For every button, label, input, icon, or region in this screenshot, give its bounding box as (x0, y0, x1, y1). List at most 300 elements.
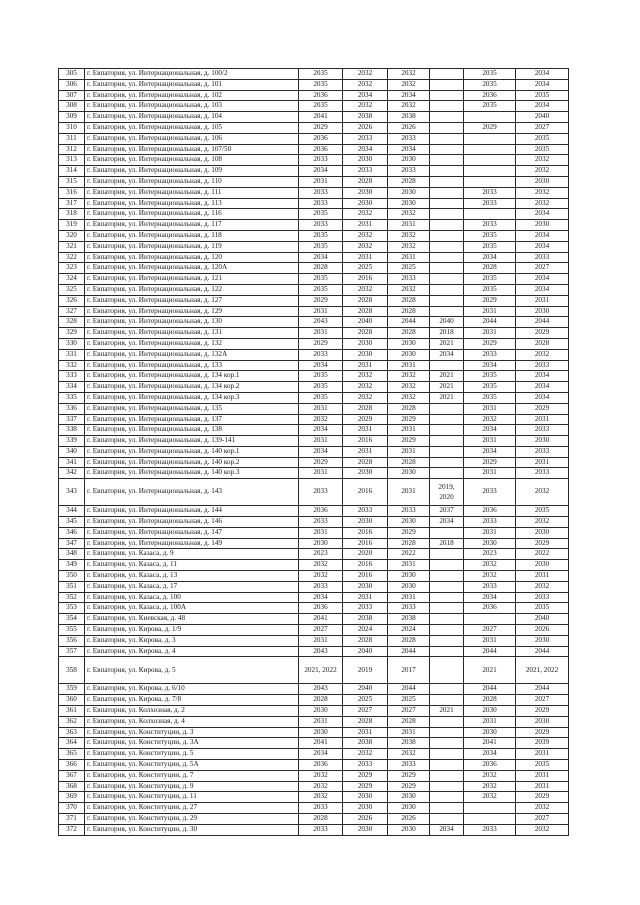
table-row (59, 646, 569, 657)
cell-row-number: 337 (59, 414, 85, 425)
cell-year-col-4 (430, 144, 464, 155)
cell-year-col-4 (430, 603, 464, 614)
cell-row-number: 316 (59, 187, 85, 198)
table-row (59, 792, 569, 803)
table-row (59, 112, 569, 123)
cell-row-number: 309 (59, 112, 85, 123)
cell-year-col-5: 2035 (464, 392, 516, 403)
cell-year-col-4: 2019, 2020 (430, 479, 464, 506)
cell-address: г. Евпатория, ул. Конституции, д. 30 (85, 824, 299, 835)
cell-year-col-4 (430, 414, 464, 425)
cell-year-col-2: 2027 (343, 706, 388, 717)
cell-year-col-1: 2041 (299, 614, 343, 625)
cell-year-col-1: 2031 (299, 403, 343, 414)
cell-year-col-5: 2029 (464, 338, 516, 349)
cell-year-col-1: 2034 (299, 166, 343, 177)
cell-year-col-3: 2033 (388, 133, 430, 144)
cell-row-number: 353 (59, 603, 85, 614)
cell-row-number: 343 (59, 479, 85, 506)
table-row (59, 803, 569, 814)
cell-row-number: 354 (59, 614, 85, 625)
cell-address: г. Евпатория, ул. Казаса, д. 11 (85, 560, 299, 571)
cell-year-col-5 (464, 112, 516, 123)
cell-year-col-2: 2031 (343, 727, 388, 738)
cell-year-col-2: 2016 (343, 274, 388, 285)
table-row (59, 392, 569, 403)
cell-year-col-6: 2032 (516, 581, 569, 592)
cell-year-col-6: 2031 (516, 770, 569, 781)
cell-year-col-5: 2035 (464, 230, 516, 241)
cell-year-col-6: 2040 (516, 112, 569, 123)
cell-year-col-3: 2031 (388, 592, 430, 603)
cell-row-number: 311 (59, 133, 85, 144)
cell-year-col-3: 2030 (388, 792, 430, 803)
cell-row-number: 327 (59, 306, 85, 317)
cell-year-col-2: 2040 (343, 684, 388, 695)
table-row (59, 549, 569, 560)
cell-year-col-5 (464, 176, 516, 187)
cell-year-col-6: 2034 (516, 69, 569, 80)
cell-year-col-1: 2036 (299, 760, 343, 771)
cell-year-col-2: 2024 (343, 625, 388, 636)
cell-year-col-3: 2031 (388, 220, 430, 231)
cell-row-number: 328 (59, 317, 85, 328)
cell-year-col-6: 2034 (516, 392, 569, 403)
cell-year-col-4: 2034 (430, 517, 464, 528)
cell-row-number: 331 (59, 349, 85, 360)
cell-year-col-2: 2033 (343, 760, 388, 771)
cell-year-col-3: 2028 (388, 306, 430, 317)
cell-year-col-1: 2029 (299, 457, 343, 468)
cell-year-col-3: 2033 (388, 506, 430, 517)
cell-year-col-2: 2032 (343, 79, 388, 90)
cell-year-col-4 (430, 90, 464, 101)
cell-address: г. Евпатория, ул. Конституции, д. 3 (85, 727, 299, 738)
cell-year-col-5: 2028 (464, 263, 516, 274)
cell-year-col-1: 2036 (299, 603, 343, 614)
cell-year-col-5: 2035 (464, 79, 516, 90)
cell-year-col-2: 2028 (343, 306, 388, 317)
cell-year-col-3: 2028 (388, 716, 430, 727)
cell-year-col-2: 2025 (343, 263, 388, 274)
cell-year-col-5: 2029 (464, 295, 516, 306)
cell-year-col-5: 2032 (464, 571, 516, 582)
table-row (59, 517, 569, 528)
cell-year-col-3: 2032 (388, 101, 430, 112)
cell-row-number: 319 (59, 220, 85, 231)
cell-year-col-3: 2031 (388, 560, 430, 571)
cell-year-col-3: 2030 (388, 198, 430, 209)
cell-address: г. Евпатория, ул. Кирова, д. 7/8 (85, 695, 299, 706)
cell-row-number: 368 (59, 781, 85, 792)
cell-year-col-3: 2029 (388, 414, 430, 425)
cell-year-col-5: 2036 (464, 90, 516, 101)
cell-year-col-5: 2031 (464, 468, 516, 479)
cell-address: г. Евпатория, ул. Конституции, д. 29 (85, 814, 299, 825)
table-row (59, 457, 569, 468)
cell-address: г. Евпатория, ул. Интернациональная, д. 139-141 (85, 436, 299, 447)
table-row (59, 527, 569, 538)
cell-address: г. Евпатория, ул. Интернациональная, д. 107/50 (85, 144, 299, 155)
table-row (59, 101, 569, 112)
cell-year-col-2: 2032 (343, 284, 388, 295)
cell-year-col-5: 2032 (464, 560, 516, 571)
cell-year-col-3: 2027 (388, 706, 430, 717)
cell-year-col-2: 2032 (343, 241, 388, 252)
cell-year-col-5: 2031 (464, 403, 516, 414)
cell-year-col-2: 2034 (343, 90, 388, 101)
cell-row-number: 347 (59, 538, 85, 549)
cell-year-col-3: 2030 (388, 187, 430, 198)
table-row (59, 446, 569, 457)
cell-year-col-3: 2029 (388, 770, 430, 781)
cell-year-col-2: 2030 (343, 803, 388, 814)
table-row (59, 306, 569, 317)
cell-year-col-4 (430, 592, 464, 603)
cell-year-col-5: 2036 (464, 506, 516, 517)
cell-year-col-6: 2032 (516, 517, 569, 528)
cell-address: г. Евпатория, ул. Интернациональная, д. 104 (85, 112, 299, 123)
cell-year-col-3: 2031 (388, 425, 430, 436)
table-row (59, 581, 569, 592)
cell-year-col-2: 2028 (343, 716, 388, 727)
cell-row-number: 305 (59, 69, 85, 80)
cell-year-col-6: 2033 (516, 592, 569, 603)
cell-year-col-5: 2029 (464, 122, 516, 133)
cell-year-col-2: 2016 (343, 560, 388, 571)
cell-year-col-6: 2029 (516, 538, 569, 549)
cell-year-col-6: 2035 (516, 144, 569, 155)
cell-year-col-1: 2031 (299, 716, 343, 727)
cell-year-col-5: 2044 (464, 646, 516, 657)
cell-year-col-6: 2028 (516, 338, 569, 349)
cell-year-col-2: 2026 (343, 122, 388, 133)
cell-year-col-5: 2033 (464, 581, 516, 592)
cell-year-col-3: 2032 (388, 241, 430, 252)
table-row (59, 425, 569, 436)
cell-year-col-6: 2032 (516, 824, 569, 835)
cell-year-col-3: 2032 (388, 79, 430, 90)
table-row (59, 749, 569, 760)
cell-year-col-5: 2033 (464, 198, 516, 209)
cell-year-col-4 (430, 549, 464, 560)
cell-row-number: 359 (59, 684, 85, 695)
cell-year-col-5: 2044 (464, 317, 516, 328)
cell-year-col-5: 2034 (464, 446, 516, 457)
cell-year-col-2: 2030 (343, 155, 388, 166)
cell-year-col-2: 2033 (343, 603, 388, 614)
cell-year-col-2: 2028 (343, 403, 388, 414)
cell-year-col-6: 2031 (516, 781, 569, 792)
cell-row-number: 313 (59, 155, 85, 166)
cell-year-col-1: 2029 (299, 338, 343, 349)
cell-year-col-3: 2028 (388, 457, 430, 468)
cell-year-col-6: 2030 (516, 716, 569, 727)
cell-year-col-1: 2041 (299, 112, 343, 123)
cell-year-col-6: 2022 (516, 549, 569, 560)
cell-year-col-3: 2029 (388, 436, 430, 447)
cell-year-col-5: 2041 (464, 738, 516, 749)
cell-year-col-3: 2033 (388, 274, 430, 285)
cell-year-col-1: 2032 (299, 770, 343, 781)
table-row (59, 479, 569, 506)
cell-year-col-6: 2032 (516, 803, 569, 814)
cell-year-col-4 (430, 295, 464, 306)
cell-year-col-1: 2028 (299, 695, 343, 706)
cell-year-col-6: 2031 (516, 295, 569, 306)
cell-year-col-3: 2030 (388, 517, 430, 528)
table-row (59, 176, 569, 187)
cell-year-col-4 (430, 176, 464, 187)
cell-year-col-6: 2029 (516, 727, 569, 738)
cell-year-col-4: 2021 (430, 382, 464, 393)
cell-year-col-4: 2021 (430, 706, 464, 717)
cell-year-col-3: 2030 (388, 571, 430, 582)
cell-year-col-2: 2030 (343, 338, 388, 349)
cell-year-col-1: 2031 (299, 176, 343, 187)
cell-year-col-4 (430, 112, 464, 123)
cell-year-col-3: 2032 (388, 371, 430, 382)
cell-year-col-5: 2027 (464, 625, 516, 636)
cell-year-col-1: 2034 (299, 252, 343, 263)
cell-year-col-2: 2028 (343, 295, 388, 306)
cell-year-col-1: 2033 (299, 349, 343, 360)
cell-year-col-2: 2040 (343, 317, 388, 328)
cell-row-number: 371 (59, 814, 85, 825)
cell-year-col-5: 2035 (464, 382, 516, 393)
table-row (59, 349, 569, 360)
table-row (59, 155, 569, 166)
cell-year-col-1: 2028 (299, 814, 343, 825)
table-row (59, 592, 569, 603)
table-row (59, 403, 569, 414)
cell-year-col-3: 2029 (388, 781, 430, 792)
cell-year-col-4 (430, 792, 464, 803)
cell-address: г. Евпатория, ул. Кирова, д. 1/9 (85, 625, 299, 636)
cell-year-col-4 (430, 814, 464, 825)
cell-year-col-3: 2034 (388, 90, 430, 101)
cell-year-col-6: 2030 (516, 306, 569, 317)
table-row (59, 284, 569, 295)
cell-address: г. Евпатория, ул. Казаса, д. 100А (85, 603, 299, 614)
cell-row-number: 307 (59, 90, 85, 101)
table-row (59, 635, 569, 646)
cell-year-col-4 (430, 252, 464, 263)
cell-year-col-3: 2038 (388, 614, 430, 625)
cell-year-col-6: 2035 (516, 760, 569, 771)
cell-year-col-4 (430, 716, 464, 727)
cell-row-number: 339 (59, 436, 85, 447)
cell-year-col-2: 2031 (343, 252, 388, 263)
cell-year-col-6: 2027 (516, 263, 569, 274)
cell-year-col-3: 2017 (388, 657, 430, 684)
cell-year-col-3: 2022 (388, 549, 430, 560)
cell-address: г. Евпатория, ул. Конституции, д. 5А (85, 760, 299, 771)
table-row (59, 760, 569, 771)
cell-year-col-2: 2032 (343, 209, 388, 220)
cell-year-col-2: 2030 (343, 581, 388, 592)
cell-year-col-4: 2018 (430, 538, 464, 549)
cell-year-col-1: 2035 (299, 382, 343, 393)
cell-year-col-6: 2034 (516, 284, 569, 295)
cell-year-col-1: 2029 (299, 295, 343, 306)
cell-row-number: 312 (59, 144, 85, 155)
cell-year-col-3: 2030 (388, 349, 430, 360)
cell-year-col-4 (430, 695, 464, 706)
table-row (59, 133, 569, 144)
cell-year-col-4 (430, 614, 464, 625)
table-row (59, 571, 569, 582)
cell-year-col-1: 2035 (299, 274, 343, 285)
cell-year-col-5 (464, 814, 516, 825)
cell-year-col-6: 2033 (516, 360, 569, 371)
cell-year-col-5: 2031 (464, 436, 516, 447)
cell-year-col-1: 2033 (299, 517, 343, 528)
cell-year-col-1: 2036 (299, 133, 343, 144)
cell-year-col-5: 2030 (464, 706, 516, 717)
cell-year-col-2: 2028 (343, 635, 388, 646)
cell-year-col-2: 2030 (343, 517, 388, 528)
cell-year-col-3: 2026 (388, 122, 430, 133)
table-row (59, 252, 569, 263)
table-row (59, 230, 569, 241)
cell-address: г. Евпатория, ул. Интернациональная, д. 135 (85, 403, 299, 414)
cell-address: г. Евпатория, ул. Интернациональная, д. 113 (85, 198, 299, 209)
cell-year-col-5: 2033 (464, 220, 516, 231)
cell-year-col-1: 2035 (299, 241, 343, 252)
cell-address: г. Евпатория, ул. Интернациональная, д. 108 (85, 155, 299, 166)
cell-year-col-2: 2029 (343, 770, 388, 781)
cell-year-col-2: 2032 (343, 101, 388, 112)
cell-row-number: 370 (59, 803, 85, 814)
cell-year-col-5: 2033 (464, 479, 516, 506)
cell-row-number: 310 (59, 122, 85, 133)
cell-year-col-1: 2041 (299, 738, 343, 749)
cell-year-col-5: 2034 (464, 425, 516, 436)
cell-year-col-5: 2034 (464, 749, 516, 760)
cell-row-number: 367 (59, 770, 85, 781)
cell-year-col-1: 2033 (299, 824, 343, 835)
cell-year-col-5: 2035 (464, 284, 516, 295)
table-row (59, 360, 569, 371)
table-row (59, 79, 569, 90)
cell-year-col-1: 2035 (299, 392, 343, 403)
cell-year-col-3: 2031 (388, 446, 430, 457)
document-page (58, 68, 568, 836)
cell-year-col-1: 2043 (299, 646, 343, 657)
cell-address: г. Евпатория, ул. Интернациональная, д. 137 (85, 414, 299, 425)
cell-row-number: 348 (59, 549, 85, 560)
table-row (59, 781, 569, 792)
cell-row-number: 330 (59, 338, 85, 349)
cell-year-col-4 (430, 230, 464, 241)
cell-year-col-6: 2031 (516, 749, 569, 760)
cell-year-col-6: 2029 (516, 328, 569, 339)
cell-year-col-5 (464, 209, 516, 220)
cell-year-col-3: 2033 (388, 166, 430, 177)
cell-row-number: 334 (59, 382, 85, 393)
cell-address: г. Евпатория, ул. Интернациональная, д. 127 (85, 295, 299, 306)
cell-year-col-6: 2029 (516, 706, 569, 717)
cell-year-col-2: 2031 (343, 425, 388, 436)
cell-year-col-2: 2032 (343, 230, 388, 241)
cell-year-col-3: 2032 (388, 382, 430, 393)
cell-year-col-2: 2020 (343, 549, 388, 560)
cell-year-col-6: 2027 (516, 814, 569, 825)
cell-year-col-2: 2029 (343, 781, 388, 792)
cell-year-col-1: 2035 (299, 101, 343, 112)
cell-year-col-1: 2032 (299, 571, 343, 582)
cell-year-col-4: 2034 (430, 824, 464, 835)
cell-year-col-6: 2044 (516, 684, 569, 695)
cell-year-col-4 (430, 625, 464, 636)
cell-year-col-3: 2028 (388, 176, 430, 187)
cell-address: г. Евпатория, ул. Конституции, д. 3А (85, 738, 299, 749)
cell-year-col-4 (430, 187, 464, 198)
cell-year-col-6: 2033 (516, 252, 569, 263)
cell-year-col-1: 2035 (299, 69, 343, 80)
cell-year-col-1: 2034 (299, 592, 343, 603)
cell-year-col-1: 2036 (299, 90, 343, 101)
cell-year-col-1: 2036 (299, 144, 343, 155)
cell-address: г. Евпатория, ул. Интернациональная, д. 131 (85, 328, 299, 339)
table-row (59, 317, 569, 328)
cell-address: г. Евпатория, ул. Интернациональная, д. 130 (85, 317, 299, 328)
cell-year-col-6: 2035 (516, 506, 569, 517)
cell-year-col-6: 2034 (516, 230, 569, 241)
cell-address: г. Евпатория, ул. Киевская, д. 48 (85, 614, 299, 625)
cell-year-col-6: 2029 (516, 403, 569, 414)
cell-row-number: 325 (59, 284, 85, 295)
cell-year-col-4 (430, 657, 464, 684)
cell-address: г. Евпатория, ул. Конституции, д. 7 (85, 770, 299, 781)
cell-address: г. Евпатория, ул. Конституции, д. 5 (85, 749, 299, 760)
cell-year-col-3: 2028 (388, 403, 430, 414)
cell-address: г. Евпатория, ул. Интернациональная, д. 110 (85, 176, 299, 187)
table-row (59, 295, 569, 306)
cell-year-col-4: 2021 (430, 338, 464, 349)
cell-year-col-4 (430, 684, 464, 695)
cell-year-col-2: 2032 (343, 371, 388, 382)
cell-row-number: 362 (59, 716, 85, 727)
cell-address: г. Евпатория, ул. Интернациональная, д. 133 (85, 360, 299, 371)
cell-year-col-5: 2030 (464, 538, 516, 549)
table-row (59, 90, 569, 101)
cell-address: г. Евпатория, ул. Кирова, д. 3 (85, 635, 299, 646)
cell-year-col-1: 2033 (299, 220, 343, 231)
cell-year-col-4 (430, 803, 464, 814)
cell-year-col-5: 2021 (464, 657, 516, 684)
cell-year-col-2: 2028 (343, 457, 388, 468)
cell-year-col-4 (430, 749, 464, 760)
table-row (59, 506, 569, 517)
cell-row-number: 350 (59, 571, 85, 582)
housing-schedule-table (58, 68, 569, 836)
table-body (59, 69, 569, 836)
cell-year-col-4 (430, 436, 464, 447)
cell-year-col-1: 2032 (299, 781, 343, 792)
cell-year-col-2: 2031 (343, 592, 388, 603)
table-row (59, 614, 569, 625)
cell-year-col-1: 2023 (299, 549, 343, 560)
cell-year-col-5: 2033 (464, 349, 516, 360)
cell-row-number: 308 (59, 101, 85, 112)
cell-year-col-5: 2032 (464, 770, 516, 781)
cell-year-col-2: 2032 (343, 749, 388, 760)
cell-year-col-6: 2032 (516, 349, 569, 360)
cell-year-col-1: 2028 (299, 263, 343, 274)
cell-year-col-2: 2016 (343, 436, 388, 447)
